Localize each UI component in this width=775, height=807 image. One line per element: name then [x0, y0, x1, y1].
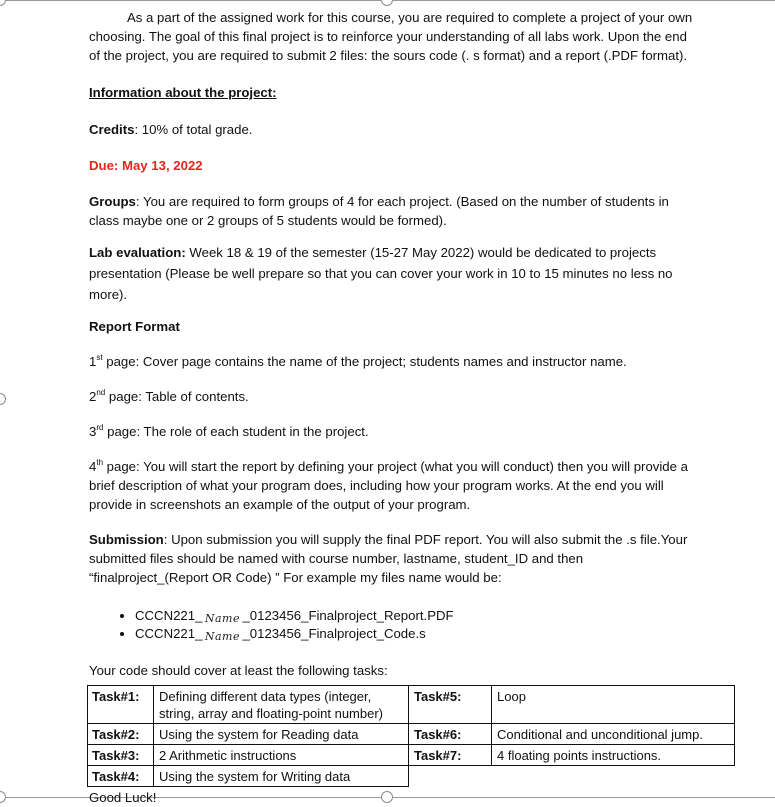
info-heading-text: Information about the project: — [89, 85, 277, 100]
file-name-item — [135, 607, 693, 625]
page-line-4 — [89, 457, 693, 514]
report-format-heading: Report Format — [89, 319, 180, 334]
page-line-3 — [89, 422, 693, 441]
page-ordinal: st — [96, 352, 103, 362]
task-label: Task#4: — [88, 766, 154, 787]
info-heading — [89, 83, 693, 102]
file-suffix: _0123456_Finalproject_Code.s — [242, 626, 426, 641]
document-body — [89, 8, 703, 807]
task-desc: Using the system for Writing data — [154, 766, 409, 787]
lab-eval-paragraph — [89, 242, 693, 305]
page-ordinal: nd — [96, 387, 106, 397]
page-desc: page: Table of contents. — [105, 389, 249, 404]
task-desc: Conditional and unconditional jump. — [492, 724, 735, 745]
page-ordinal: th — [96, 457, 104, 467]
file-prefix: CCCN221_ — [135, 626, 203, 641]
tasks-table — [87, 685, 735, 787]
lab-eval-text: Week 18 & 19 of the semester (15-27 May 2022) would be dedicated to projects presentation (Please be well prepare so that you can cover your work in 10 to 15 minutes no less no more). — [89, 245, 673, 302]
task-label: Task#2: — [88, 724, 154, 745]
submission-label: Submission — [89, 532, 164, 547]
submission-paragraph — [89, 530, 693, 587]
groups-label: Groups — [89, 194, 136, 209]
resize-handle-corner-top-left[interactable] — [0, 0, 6, 6]
task-desc: Using the system for Reading data — [154, 724, 409, 745]
table-row — [88, 686, 735, 724]
table-row — [88, 724, 735, 745]
page-desc: page: The role of each student in the project. — [103, 424, 369, 439]
file-name-list — [89, 607, 693, 643]
page-desc: page: Cover page contains the name of the project; students names and instructor name. — [102, 354, 627, 369]
task-desc: Defining different data types (integer, string, array and floating-point number) — [154, 686, 409, 724]
file-suffix: _0123456_Finalproject_Report.PDF — [242, 608, 454, 623]
task-desc: Loop — [492, 686, 735, 724]
tasks-intro: Your code should cover at least the following tasks: — [89, 663, 388, 678]
task-label: Task#3: — [88, 745, 154, 766]
task-desc — [492, 766, 735, 787]
task-desc: 4 floating points instructions. — [492, 745, 735, 766]
page-line-1 — [89, 352, 693, 371]
page-num: 4 — [89, 459, 97, 474]
page-num: 3 — [89, 424, 97, 439]
credits-text: : 10% of total grade. — [134, 122, 253, 137]
task-label — [409, 766, 492, 787]
file-name-item — [135, 625, 693, 643]
table-row — [88, 745, 735, 766]
table-row — [88, 766, 735, 787]
task-label: Task#7: — [409, 745, 492, 766]
handwritten-name: Name — [204, 612, 240, 625]
closing-text: Good Luck! — [89, 790, 157, 805]
intro-paragraph: As a part of the assigned work for this course, you are required to complete a project of your own choosing. The goal of this final project is to reinforce your understanding of all labs work. Upon the end of the project, you are required to submit 2 files: the sours code (. s format) and a report (.PDF format). — [89, 10, 693, 63]
lab-eval-label: Lab evaluation: — [89, 245, 186, 260]
resize-handle-top[interactable] — [381, 0, 393, 6]
groups-paragraph — [89, 192, 693, 230]
task-label: Task#6: — [409, 724, 492, 745]
groups-text: : You are required to form groups of 4 for each project. (Based on the number of students in class maybe one or 2 groups of 5 students would be formed). — [89, 194, 669, 228]
task-label: Task#5: — [409, 686, 492, 724]
file-prefix: CCCN221_ — [135, 608, 203, 623]
page-num: 1 — [89, 354, 97, 369]
resize-handle-corner-bottom-left[interactable] — [0, 791, 6, 803]
task-label: Task#1: — [88, 686, 154, 724]
handwritten-name: Name — [204, 630, 240, 643]
due-line — [89, 156, 693, 175]
page-desc: page: You will start the report by defining your project (what you will conduct) then you will provide a brief description of what your program does, including how your program works. At the end you will provide in screenshots an example of the output of your program. — [89, 459, 688, 512]
page-num: 2 — [89, 389, 97, 404]
task-desc: 2 Arithmetic instructions — [154, 745, 409, 766]
credits-line — [89, 120, 693, 139]
page-line-2 — [89, 387, 693, 406]
due-date: Due: May 13, 2022 — [89, 158, 203, 173]
resize-handle-left[interactable] — [0, 393, 6, 405]
credits-label: Credits — [89, 122, 135, 137]
page-ordinal: rd — [96, 422, 104, 432]
submission-text: : Upon submission you will supply the final PDF report. You will also submit the .s file.Your submitted files should be named with course number, lastname, student_ID and then “finalproject_(Report OR Code) ” For example my files name would be: — [89, 532, 688, 585]
